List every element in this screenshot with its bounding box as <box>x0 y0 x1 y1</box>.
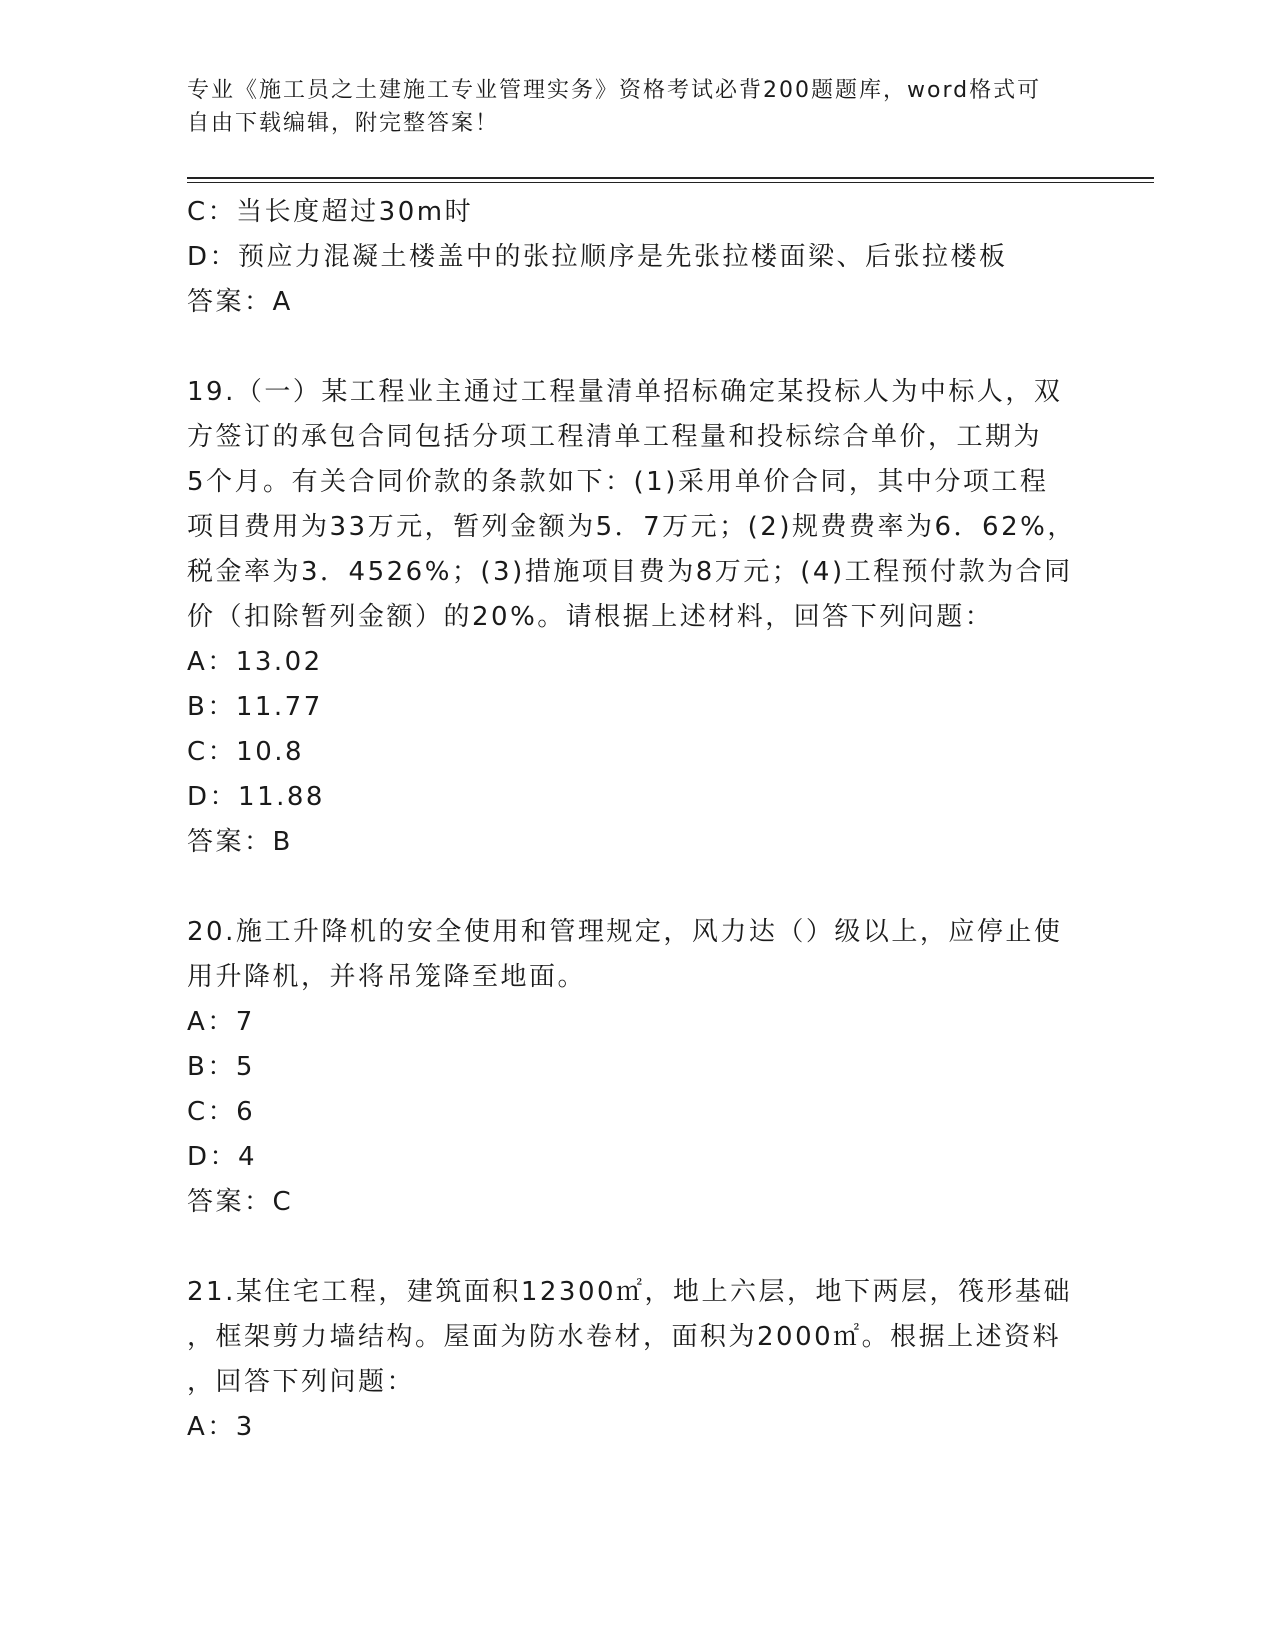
q20-stem-line-2: 用升降机，并将吊笼降至地面。 <box>187 962 587 992</box>
q19-option-d: D：11.88 <box>187 782 325 812</box>
question-21 <box>187 1270 1087 1450</box>
q20-option-c: C：6 <box>187 1097 256 1127</box>
q19-stem-line-4: 项目费用为33万元，暂列金额为5．7万元；(2)规费费率为6．62%， <box>187 512 1076 542</box>
q19-stem-line-1: 19.（一）某工程业主通过工程量清单招标确定某投标人为中标人，双 <box>187 377 1063 407</box>
q19-stem-line-5: 税金率为3．4526%；(3)措施项目费为8万元；(4)工程预付款为合同 <box>187 557 1073 587</box>
q20-stem-line-1: 20.施工升降机的安全使用和管理规定，风力达（）级以上，应停止使 <box>187 917 1063 947</box>
question-18-tail <box>187 190 1087 325</box>
q20-answer: 答案：C <box>187 1187 294 1217</box>
question-content <box>187 190 1087 1450</box>
q18-answer: 答案：A <box>187 287 293 317</box>
spacer <box>187 865 1087 910</box>
q21-option-a: A：3 <box>187 1412 255 1442</box>
spacer <box>187 325 1087 370</box>
page-header <box>187 74 1067 140</box>
q19-stem-line-2: 方签订的承包合同包括分项工程清单工程量和投标综合单价，工期为 <box>187 422 1043 452</box>
question-20 <box>187 910 1087 1225</box>
q20-option-a: A：7 <box>187 1007 255 1037</box>
q19-option-c: C：10.8 <box>187 737 305 767</box>
header-divider-thin <box>187 182 1154 183</box>
spacer <box>187 1225 1087 1270</box>
q18-option-c: C：当长度超过30m时 <box>187 197 474 227</box>
header-title-line-1: 专业《施工员之土建施工专业管理实务》资格考试必背200题题库，word格式可 <box>187 78 1042 103</box>
q19-option-a: A：13.02 <box>187 647 323 677</box>
q20-option-d: D：4 <box>187 1142 258 1172</box>
q21-stem-line-1: 21.某住宅工程，建筑面积12300㎡，地上六层，地下两层，筏形基础 <box>187 1277 1073 1307</box>
q18-option-d: D：预应力混凝土楼盖中的张拉顺序是先张拉楼面梁、后张拉楼板 <box>187 242 1008 272</box>
header-title-line-2: 自由下载编辑，附完整答案！ <box>187 111 500 136</box>
q21-stem-line-3: ，回答下列问题： <box>187 1367 416 1397</box>
q19-stem-line-6: 价（扣除暂列金额）的20%。请根据上述材料，回答下列问题： <box>187 602 994 632</box>
question-19 <box>187 370 1087 865</box>
q21-stem-line-2: ，框架剪力墙结构。屋面为防水卷材，面积为2000㎡。根据上述资料 <box>187 1322 1062 1352</box>
q20-option-b: B：5 <box>187 1052 255 1082</box>
q19-stem-line-3: 5个月。有关合同价款的条款如下：(1)采用单价合同，其中分项工程 <box>187 467 1049 497</box>
q19-option-b: B：11.77 <box>187 692 323 722</box>
q19-answer: 答案：B <box>187 827 293 857</box>
header-divider-thick <box>187 177 1154 179</box>
